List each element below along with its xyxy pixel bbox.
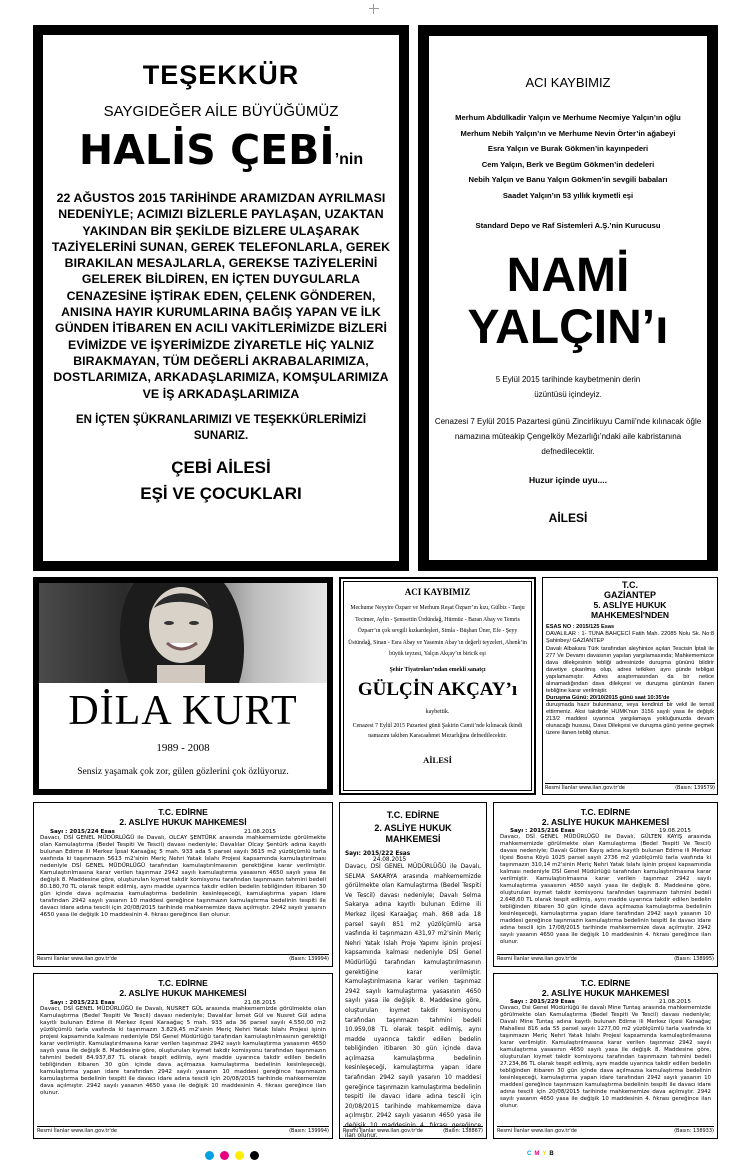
obituary-nami-content <box>432 75 704 525</box>
footer-ref: (Basın: 138933) <box>674 1128 714 1134</box>
gaziantep-content <box>546 580 714 737</box>
legal-date: 21.08.2015 <box>243 829 276 835</box>
legal-tc: T.C. EDİRNE <box>158 807 208 817</box>
esas-number: ESAS NO : 2015/125 Esas <box>546 624 615 630</box>
family-line: Merhum Nebih Yalçın’ın ve Merhume Nevin Örter’in ağabeyi <box>460 128 676 138</box>
legal-footer <box>497 954 714 963</box>
legal-footer <box>343 1126 483 1135</box>
court-header: 5. ASLİYE HUKUK MAHKEMESİ'NDEN <box>590 600 670 620</box>
footer-ref: (Basın: 139994) <box>289 956 329 962</box>
gaziantep-footer <box>545 783 715 792</box>
notice-subtitle: SAYGIDEĞER AİLE BÜYÜĞÜMÜZ <box>103 103 339 120</box>
registration-dot-cyan <box>205 1151 214 1160</box>
memorial-years: 1989 - 2008 <box>156 742 210 754</box>
footer-source: Resmi İlanlar www.ilan.gov.tr'de <box>497 956 578 962</box>
defendants: DAVALILAR : 1- TUNA BAHÇECİ Fatih Mah. 22085 Nolu Sk. No:8 Şahinbey/ GAZİANTEP <box>546 631 714 644</box>
legal-tc: T.C. EDİRNE <box>386 810 440 820</box>
legal-sayi: Sayı : 2015/229 Esas <box>510 999 575 1005</box>
legal-tc: T.C. EDİRNE <box>580 807 631 817</box>
family-line: Merhum Abdülkadir Yalçın ve Merhume Necmiye Yalçın’ın oğlu <box>455 113 681 122</box>
lost-text: kaybettik. <box>425 708 450 715</box>
footer-source: Resmi İlanlar www.ilan.gov.tr'de <box>497 1128 578 1134</box>
registration-dot-yellow <box>235 1151 244 1160</box>
legal-tc: T.C. EDİRNE <box>580 978 631 988</box>
tc-header: T.C. <box>621 580 638 590</box>
footer-ref: (Basın: 139994) <box>289 1128 329 1134</box>
legal-notice <box>339 802 487 1139</box>
hearing-date: Duruşma Günü: 20/10/2015 günü saat 10:35'de <box>546 695 670 701</box>
rest-in-peace: Huzur içinde uyu.... <box>529 475 607 485</box>
funeral-text: Cenazesi 7 Eylül 2015 Pazartesi günü Zincirlikuyu Camii’nde kılınacak öğle namazına müteakip Çengelköy Mezarlığı’ndaki aile kabristanına defnedilecektir. <box>434 417 702 456</box>
deceased-name: HALİS ÇEBİ <box>78 126 335 174</box>
legal-body: Davacı, Dsi Genel Müdürlüğü ile davalı Mine Tuntaş arasında mahkememizde görülmekte olan Kamulaştırma (Bedel Tespiti Ve Tescil) davası nedeniyle; Davalı Mine Tuntaş adına kayıtlı bulunan Edirne ili Merkez ilçesi Karaağaç Mahallesi 816 ada 55 parsel sayılı 1277,00 m2 yüzölçümlü tarla vasfında ki taşınmazın Meriç Nehri Yatak Islahı Projesi kapsamında kamulaştırılmasına karar verilmiştir. Kamulaştırılmasına karar verilen taşınmaz 2942 sayılı kamulaştırma yasasının 4650 sayılı yasa ile değişik 8. Maddesine göre, oluşturulan kıymet takdir komisyonu tarafından taşınmazın tahmini bedeli 27.234,86 TL olarak tespit edilmiş, aynı madde uyarınca takdir edilen bedelin tebliğinden itibaren 30 gün içinde dava açılmazsa kamulaştırma bedelinin kesinleşeceği, kamulaştırma yapan idare tarafından 2942 sayılı yasanın 10 maddesi gereğince taşınmazın kamulaştırma bedelinin tespiti ile davacı idare adına tescili için 20/08/2015 tarihinde mahkememize dava açılmıştır. 2942 sayılı yasanın 4650 yasa ile değişik 10 maddesinin 4. fıkrası gereğince ilan olunur. <box>500 1005 711 1109</box>
legal-footer <box>37 954 329 963</box>
signature-family: ÇEBİ AİLESİ <box>171 457 271 477</box>
deceased-name-line <box>45 126 397 174</box>
legal-sayi: Sayı: 2015/222 Esas <box>345 851 411 857</box>
footer-ref: (Basın: 139579) <box>675 785 715 791</box>
legal-body: Davacı, DSİ GENEL MÜDÜRLÜĞÜ ile Davalı, GÜLTEN KAYIŞ arasında mahkememizde görülmekte olan Kamulaştırma (Bedel Tespiti Ve Tescil) davası nedeniyle; Davalı Gülten Kayış adına kayıtlı bulunan Edirne ili Merkez ilçesi Bosna Köyü 1025 parsel sayılı 2736 m2 yüzölçümlü tarla vasfında ki taşınmazın 310,14 m2'sinin Meriç Nehri Yatak Islahı işinin projesi kapsamında kalması nedeniyle DSİ Genel Müdürlüğü tarafından kamulaştırılmasına karar verilmiştir. Kamulaştırılmasına karar verilen taşınmaz 2942 sayılı kamulaştırma yasasının 4650 sayılı yasa ile değişik 8. Maddesine göre, oluşturulan kıymet takdir komisyonu tarafından taşınmazın tahmini bedeli 2.648,60 TL olarak tespit edilmiş, aynı madde uyarınca takdir edilen bedelin tebliğinden itibaren 30 gün içinde dava açılmazsa kamulaştırma bedelinin kesinleşeceği, kamulaştırma yapan idare tarafından 2942 sayılı yasanın 10 maddesi gereğince taşınmazın kamulaştırma bedelinin tespiti ile davacı idare adına tescili için 17/08/2015 tarihinde mahkememize dava açılmıştır. 2942 sayılı yasanın 4650 yasa ile değişik 10 maddesinin 4. fıkrası gereğince ilan olunur. <box>500 834 711 945</box>
family-line: Cem Yalçın, Berk ve Begüm Gökmen’in dedeleri <box>481 159 655 169</box>
cmyb-m: M <box>534 1151 543 1157</box>
legal-date: 21.08.2015 <box>658 999 691 1005</box>
memorial-text <box>39 688 327 777</box>
legal-court: 2. ASLİYE HUKUK MAHKEMESİ <box>541 817 670 827</box>
funeral-text: Cenazesi 7 Eylül 2015 Pazartesi günü Şakirin Camii’nde kılınacak ikindi namazını takiben Karacaahmet Mezarlığına defnedilecektir. <box>352 722 523 739</box>
legal-notice <box>493 973 718 1139</box>
memorial-name: DİLA KURT <box>68 688 298 734</box>
legal-sayi: Sayı : 2015/216 Esas <box>510 828 575 834</box>
notice-body: 22 AĞUSTOS 2015 TARİHİNDE ARAMIZDAN AYRILMASI NEDENİYLE; ACIMIZI BİZLERLE PAYLAŞAN, UZAKTAN YAKINDAN BİR ŞEKİLDE BİZLERE ULAŞARAK TAZİYELERİNİ SUNAN, GEREK TELEFONLARLA, GEREK BIRAKILAN MESAJLARLA, GEREKSE TAZİYELERİNİ GELEREK BİLDİREN, EN İÇTEN DUYGULARLA CENAZESİNE İŞTİRAK EDEN, ÇELENK GÖNDEREN, ANISINA HAYIR KURUMLARINA BAĞIŞ YAPAN VE İLK GÜNDEN İTİBAREN EN ACILI VAKİTLERİMİZDE BİZLERİ EVİMİZDE VE İŞYERİMİZDE ZİYARETLE HİÇ YALNIZ BIRAKMAYAN, TÜM DEĞERLİ AKRABALARIMIZA, DOSTLARIMIZA, ARKADAŞLARIMIZA, KOMŞULARIMIZA VE İŞ ARKADAŞLARIMIZA <box>51 191 391 401</box>
cmyb-label <box>527 1151 557 1157</box>
legal-sayi: Sayı : 2015/224 Esas <box>50 829 115 835</box>
family-line: Esra Yalçın ve Burak Gökmen’in kayınpederi <box>487 144 649 153</box>
deceased-last-name: YALÇIN’ı <box>467 301 669 354</box>
legal-court: 2. ASLİYE HUKUK MAHKEMESİ <box>374 823 452 844</box>
footer-ref: (Basın: 138995) <box>674 956 714 962</box>
notice-closing: EN İÇTEN ŞÜKRANLARIMIZI VE TEŞEKKÜRLERİMİZİ SUNARIZ. <box>75 413 367 442</box>
crop-mark-top <box>369 4 379 14</box>
cmyb-y: Y <box>542 1151 550 1157</box>
legal-date: 24.08.2015 <box>373 857 407 863</box>
legal-body: Davacı, DSİ GENEL MÜDÜRLÜĞÜ ile Davalı, NUSRET GÜL arasında mahkememizde görülmekte olan Kamulaştırma (Bedel Tespiti Ve Tescil) davası nedeniyle; Davalılar İsmet Gül ve Nusret Gül adına kayıtlı bulunan Edirne ili Merkez ilçesi Karaağaç 5 mah. 933 ada 36 parsel sayılı 4.550,00 m2 yüzölçümlü tarla vasfında ki taşınmazın 3.829,45 m2'sinin Meriç Nehri Yatak Islahı Projesi işinin projesi kapsamında kalması nedeniyle DSİ Genel Müdürlüğü tarafından kamulaştırılmasının gerektiği karar verilmiştir. Kamulaştırılmasına karar verilen taşınmaz 2942 sayılı kamulaştırma yasasının 4650 sayılı yasa ile değişik 8. Maddesine göre, oluşturulan kıymet takdir komisyonu tarafından taşınmazın tahmini bedeli 84.937,87 TL olarak tespit edilmiş, aynı madde uyarınca takdir edilen bedelin tebliğinden itibaren 30 gün içinde dava açılmazsa kamulaştırma bedelinin kesinleşeceği, kamulaştırma yapan idare tarafından 2942 sayılı yasanın 10 maddesi gereğince taşınmazın kamulaştırma bedelinin tespiti ile davacı idare adına tescili için 20/08/2015 tarihinde mahkememize dava açılmıştır. 2942 sayılı yasanın 4650 yasa ile değişik 10 maddesinin 4. fıkrası gereğince ilan olunur. <box>40 1006 326 1096</box>
obituary-gulcin-content <box>348 587 527 765</box>
cmyb-b: B <box>549 1151 557 1157</box>
legal-footer <box>497 1126 714 1135</box>
notice-title: TEŞEKKÜR <box>142 60 300 90</box>
footer-ref: (Basın: 138867) <box>443 1128 483 1134</box>
legal-tc: T.C. EDİRNE <box>158 978 208 988</box>
memorial-photo <box>39 583 327 683</box>
legal-body: Davacı, DSİ GENEL MÜDÜRLÜĞÜ ile Davalı, OLCAY ŞENTÜRK arasında mahkememizde görülmekte olan Kamulaştırma (Bedel Tespiti Ve Tescil) davası nedeniyle; Davalılar Olcay Şentürk adına kayıtlı bulunan Edirne ili Merkez İpsal Karaağaç 5 mah. 933 ada 5 parsel sayılı 3615 m2 yüzölçümlü tarla vasfında ki taşınmazın 5613 m2'sinin Meriç Nehri Yatak Islahı Projesi kapsamında kamulaştırılması nedeniyle DSİ GENEL MÜDÜRLÜĞÜ tarafından kamulaştırılmasının gerektiğine karar verilmiştir. Kamulaştırılmasına karar verilen taşınmaz 2942 sayılı kamulaştırma yasasının 4650 sayılı yasa ile değişik 8. Maddesine göre, oluşturulan kıymet takdir komisyonu tarafından taşınmazın tahmini bedeli 80.180,70 TL olarak tespit edilmiş, aynı madde uyarınca takdir edilen bedelin tebliğinden itibaren 30 gün içinde dava açılmazsa kamulaştırma bedelinin kesinleşeceği, kamulaştırma yapan idare tarafından 2942 sayılı yasanın 10 maddesi gereğince taşınmazın kamulaştırma bedelinin tespiti ile davacı idare adına tescili için 20/08/2015 tarihinde mahkememize dava açılmıştır. 2942 sayılı yasanın 4650 yasa ile değişik 10 maddesinin 4. fıkrası gereğince ilan olunur. <box>40 835 326 918</box>
obituary-signature: AİLESİ <box>548 511 588 525</box>
deceased-first-name: NAMİ <box>506 249 630 302</box>
cmyb-c: C <box>527 1151 535 1157</box>
family-lines <box>432 110 704 203</box>
family-line: Saadet Yalçın’ın 53 yıllık kıymetli eşi <box>502 190 634 200</box>
footer-source: Resmi İlanlar www.ilan.gov.tr'de <box>37 956 118 962</box>
obituary-title: ACI KAYBIMIZ <box>404 587 471 597</box>
registration-dot-magenta <box>220 1151 229 1160</box>
legal-date: 21.08.2015 <box>243 1000 276 1006</box>
notice-body: Davalı Albakara Türk tarafından aleyhinize açılan Tescisin İptali ile 277 Ve Devamı davasının yapılan yargılamasında; Mahkememizce dava dilekçesinin tebliği adresinizde duruşma gününü bildirir davetiye çıkarılmış olup, adres tetkiken aynı günde tebligat yapılamamıştır. Adres araştırmasından da bir netice alınamadığından dava dilekçesi ve duruşma gününün ilanen tebliğine karar verilmiştir. <box>546 646 714 694</box>
obituary-signature: AİLESİ <box>423 754 452 765</box>
legal-notice <box>33 973 333 1139</box>
legal-court: 2. ASLİYE HUKUK MAHKEMESİ <box>541 988 670 998</box>
legal-notice <box>493 802 718 967</box>
company-line: Standard Depo ve Raf Sistemleri A.Ş.’nin Kurucusu <box>475 221 661 230</box>
footer-source: Resmi İlanlar www.ilan.gov.tr'de <box>545 785 626 791</box>
legal-notice <box>33 802 333 967</box>
thank-you-content <box>45 60 397 504</box>
legal-sayi: Sayı : 2015/221 Esas <box>50 1000 115 1006</box>
deceased-name: GÜLÇİN AKÇAY’ı <box>357 678 518 700</box>
legal-date: 19.08.2015 <box>658 828 691 834</box>
artist-line: Şehir Tiyatroları’ndan emekli sanatçı <box>389 666 486 673</box>
legal-footer <box>37 1126 329 1135</box>
footer-source: Resmi İlanlar www.ilan.gov.tr'de <box>37 1128 118 1134</box>
legal-court: 2. ASLİYE HUKUK MAHKEMESİ <box>119 988 247 998</box>
legal-body: Davacı, DSİ GENEL MÜDÜRLÜĞÜ ile Davalı, SELMA SAKARYA arasında mahkememizde görülmekte olan Kamulaştırma (Bedel Tespiti Ve Tescil) davası nedeniyle; Davalı Selma Sakarya adına kayıtlı bulunan Edirne ili Merkez ilçesi Karaağaç mah. 868 ada 18 parsel sayılı 851 m2 yüzölçümlü arsa vasfında ki taşınmazın 431,97 m2'sinin Meriç Nehri Yatak Islah Proje Yapımı işinin projesi kapsamında kalması nedeniyle DSİ Genel Müdürlüğü tarafından kamulaştırılmasının gerektiğine karar verilmiştir. Kamulaştırılmasına karar verilen taşınmaz 2942 sayılı kamulaştırma yasasının 4650 sayılı yasa ile değişik 8. Maddesine göre, oluşturulan kıymet takdir komisyonu tarafından taşınmazın tahmini bedeli 10.959,08 TL olarak tespit edilmiş, aynı madde uyarınca takdir edilen bedelin tebliğinden itibaren 30 gün içinde dava açılmazsa kamulaştırma bedelinin kesinleşeceği, kamulaştırma yapan idare tarafından 2942 sayılı yasanın 10 maddesi gereğince taşınmazın kamulaştırma bedelinin tespiti ile davacı idare adına tescili için 20/08/2015 tarihinde mahkememize dava açılmıştır. 2942 sayılı yasanın 4650 yasa ile değişik 10 maddesinin 4. fıkrası gereğince ilan olunur. <box>345 864 481 1139</box>
signature-relatives: EŞİ VE ÇOCUKLARI <box>140 483 302 503</box>
city-header: GAZİANTEP <box>603 590 656 600</box>
notice-body-2: duruşmada hazır bulunmanız, veya kendinizi bir vekil ile temsil ettirmeniz. Aksi takdirde HUMK'nun 3156 sayılı yasa ile değişik 213/2 maddesi uyarınca yargılamaya yokluğunuzda devam olunacağı hususu, Dava Dilekçesi ve duruşma günü yerine geçmek üzere ilanen tebliğ olunur. <box>546 702 714 736</box>
name-suffix: ’nin <box>334 151 364 168</box>
family-line: Nebih Yalçın ve Banu Yalçın Gökmen’in sevgili babaları <box>468 175 668 184</box>
family-text: Mechume Neyyire Özparr ve Merhum Reşat Özparr’ın kızı, Gülbiz - Tanju Tecimer, Aylin - Şemsettin Ürdündağ, Hürmüz - Baran Abay ve Temris Özparr’ın çok sevgili kızkardeşleri, Simla - Büşhan Üner, Efe - Şeyy Üstündağ, Sinan - Esra Abay ve Yasemin Abay’ın değerli teyzeleri, Ahenk’in büyük teyzesi, Yalçın Akçay’ın biricik eşi <box>348 605 527 657</box>
footer-source: Resmi İlanlar www.ilan.gov.tr'de <box>343 1128 424 1134</box>
loss-date-text: 5 Eylül 2015 tarihinde kaybetmenin derin üzüntüsü içindeyiz. <box>495 375 641 399</box>
portrait-illustration <box>39 583 327 683</box>
memorial-quote: Sensiz yaşamak çok zor, gülen gözlerini çok özlüyoruz. <box>77 767 289 777</box>
obituary-title: ACI KAYBIMIZ <box>525 75 611 90</box>
legal-court: 2. ASLİYE HUKUK MAHKEMESİ <box>119 817 247 827</box>
registration-dot-black <box>250 1151 259 1160</box>
